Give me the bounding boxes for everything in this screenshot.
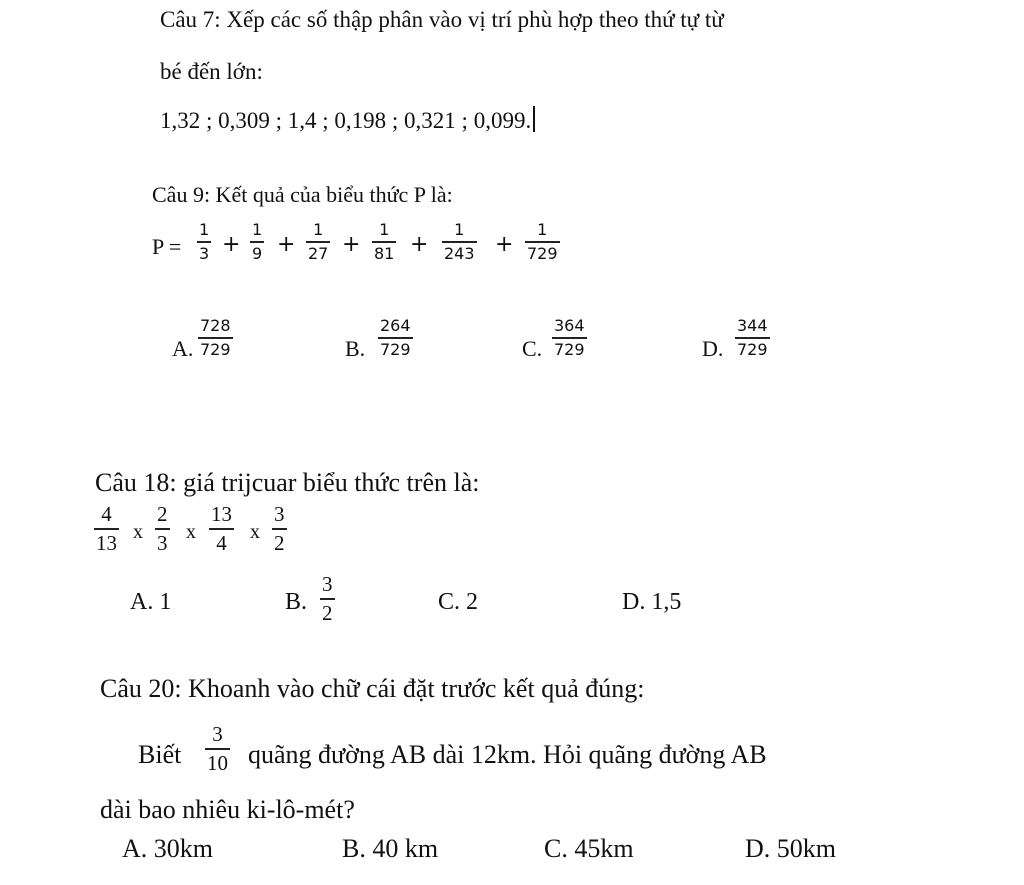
q18-option-b-fraction: 3 2 [322,572,333,625]
q7-number-list [160,106,535,132]
q9-option-a-fraction: 728 729 [200,316,231,359]
q9-lhs: P = [152,234,182,259]
q9-term-2: 1 9 [252,220,263,263]
q9-title: Câu 9: Kết quả của biểu thức P là: [152,182,453,207]
q20-fraction: 3 10 [207,722,228,775]
q7-numbers: 1,32 ; 0,309 ; 1,4 ; 0,198 ; 0,321 ; 0,099. [160,108,532,133]
q18-option-a: A. 1 [130,589,172,615]
q20-option-b: B. 40 km [342,834,439,863]
q18-option-d: D. 1,5 [622,589,682,615]
plus-sign: + [277,232,296,257]
plus-sign: + [222,232,241,257]
q9-term-6: 1 729 [527,220,558,263]
text-cursor [533,106,535,132]
q20-text-continued: dài bao nhiêu ki-lô-mét? [100,795,355,824]
multiply-sign: x [133,521,143,543]
q9-term-5: 1 243 [444,220,475,263]
q7-title-continued: bé đến lớn: [160,59,263,84]
plus-sign: + [410,232,429,257]
plus-sign: + [342,232,361,257]
q20-option-d: D. 50km [745,834,836,863]
q20-option-a: A. 30km [122,834,213,863]
q20-option-c: C. 45km [544,834,634,863]
q20-text: quãng đường AB dài 12km. Hỏi quãng đường AB [248,740,767,769]
q18-title: Câu 18: giá trijcuar biểu thức trên là: [95,468,480,497]
q18-term-4: 3 2 [274,502,285,555]
q18-term-2: 2 3 [157,502,168,555]
q18-term-1: 4 13 [96,502,117,555]
q18-term-3: 13 4 [211,502,232,555]
q9-option-c-label: C. [522,336,543,361]
q9-term-1: 1 3 [199,220,210,263]
q18-option-c: C. 2 [438,589,479,615]
multiply-sign: x [250,521,260,543]
q9-term-4: 1 81 [374,220,395,263]
q18-option-b-label: B. [285,589,308,615]
q20-title: Câu 20: Khoanh vào chữ cái đặt trước kết quả đúng: [100,674,645,703]
q9-term-3: 1 27 [308,220,329,263]
multiply-sign: x [186,521,196,543]
q9-option-a-label: A. [172,336,194,361]
q9-option-c-fraction: 364 729 [554,316,585,359]
q7-title: Câu 7: Xếp các số thập phân vào vị trí phù hợp theo thứ tự từ [160,7,724,32]
q9-option-b-fraction: 264 729 [380,316,411,359]
q20-prefix: Biết [138,740,182,769]
q9-option-b-label: B. [345,336,366,361]
plus-sign: + [495,232,514,257]
q9-option-d-label: D. [702,336,724,361]
q9-option-d-fraction: 344 729 [737,316,768,359]
